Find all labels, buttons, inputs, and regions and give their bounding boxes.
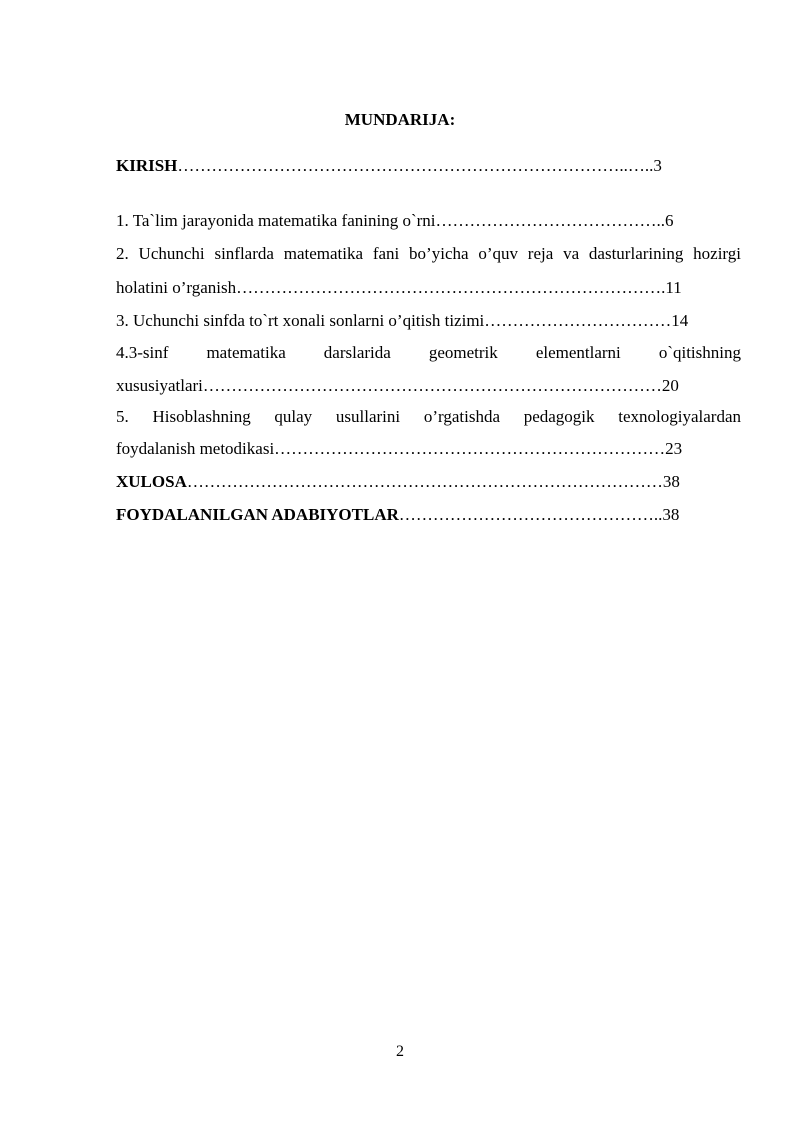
toc-entry-kirish: KIRISH……………………………………………………………………..…..3 [116, 156, 662, 175]
toc-title: MUNDARIJA: [344, 110, 456, 129]
page-number: 2 [396, 1043, 404, 1060]
toc-entry-4-line2: xususiyatlari………………………………………………………………………20 [116, 376, 679, 395]
toc-entry-5-line2: foydalanish metodikasi……………………………………………………………23 [116, 439, 683, 458]
toc-entry-4-line1: 4.3-sinf matematika darslarida geometrik elementlarni o`qitishning [116, 343, 741, 362]
toc-entry-5-line1: 5. Hisoblashning qulay usullarini o’rgatishda pedagogik texnologiyalardan [116, 407, 741, 426]
toc-entry-2-line1: 2. Uchunchi sinflarda matematika fani bo’yicha o’quv reja va dasturlarining hozirgi [116, 244, 741, 263]
toc-entry-xulosa: XULOSA…………………………………………………………………………38 [116, 472, 680, 491]
toc-entry-1: 1. Ta`lim jarayonida matematika fanining o`rni…………………………………..6 [116, 211, 674, 230]
toc-entry-adabiyotlar: FOYDALANILGAN ADABIYOTLAR………………………………………..38 [116, 505, 680, 524]
toc-entry-2-line2: holatini o’rganish………………………………………………………………….11 [116, 278, 682, 297]
toc-entry-3: 3. Uchunchi sinfda to`rt xonali sonlarni o’qitish tizimi……………………………14 [116, 311, 689, 330]
